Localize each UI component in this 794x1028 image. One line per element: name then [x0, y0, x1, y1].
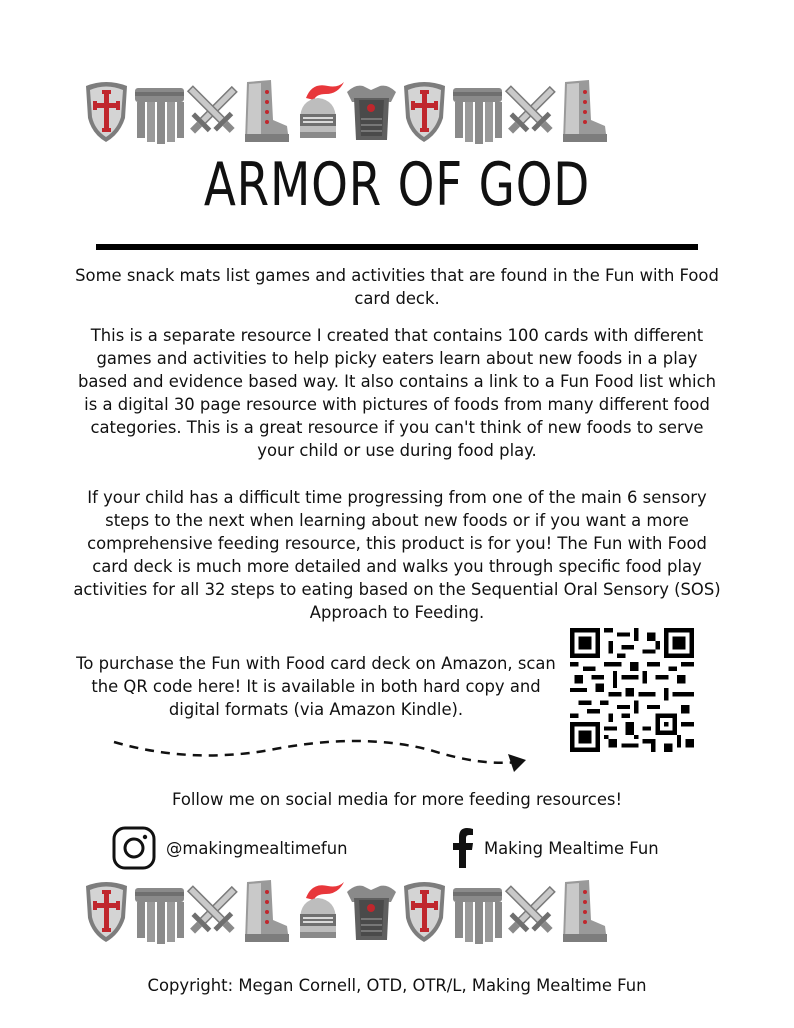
follow-message: Follow me on social media for more feeding resources!: [171, 790, 623, 809]
armor-border-top: [80, 76, 716, 146]
instagram-icon: [112, 826, 156, 870]
copyright-notice: Copyright: Megan Cornell, OTD, OTR/L, Making Mealtime Fun: [147, 976, 647, 995]
belt-icon: [451, 876, 504, 946]
instagram-handle: @makingmealtimefun: [166, 838, 348, 858]
belt-icon: [451, 76, 504, 146]
swords-icon: [186, 76, 239, 146]
purchase-instructions: To purchase the Fun with Food card deck on Amazon, scan the QR code here! It is available in both hard copy and digital formats (via Amazon Kindle).: [76, 654, 556, 719]
dashed-arrow-icon: [110, 728, 540, 788]
shield-icon: [80, 876, 133, 946]
boot-icon: [239, 76, 292, 146]
shield-icon: [80, 76, 133, 146]
shield-icon: [398, 76, 451, 146]
swords-icon: [186, 876, 239, 946]
facebook-link[interactable]: [452, 826, 659, 870]
intro-paragraph: Some snack mats list games and activities that are found in the Fun with Food card deck.: [75, 266, 719, 308]
qr-code[interactable]: [570, 628, 694, 752]
shield-icon: [398, 876, 451, 946]
facebook-icon: [452, 828, 474, 868]
breastplate-icon: [345, 76, 398, 146]
facebook-page-name: Making Mealtime Fun: [484, 838, 659, 858]
sensory-paragraph: If your child has a difficult time progressing from one of the main 6 sensory steps to the next when learning about new foods or if you want a more comprehensive feeding resource, this product is for you! The Fun with Food card deck is much more detailed and walks you through specific food play activities for all 32 steps to eating based on the Sequential Oral Sensory (SOS) Approach to Feeding.: [73, 488, 721, 622]
armor-border-bottom: [80, 876, 716, 946]
belt-icon: [133, 876, 186, 946]
title-divider: [96, 244, 698, 250]
boot-icon: [239, 876, 292, 946]
helmet-icon: [292, 76, 345, 146]
belt-icon: [133, 76, 186, 146]
swords-icon: [504, 76, 557, 146]
breastplate-icon: [345, 876, 398, 946]
helmet-icon: [292, 876, 345, 946]
boot-icon: [557, 76, 610, 146]
swords-icon: [504, 876, 557, 946]
boot-icon: [557, 876, 610, 946]
instagram-link[interactable]: [112, 826, 347, 870]
page-title: ARMOR OF GOD: [203, 150, 591, 220]
resource-paragraph: This is a separate resource I created that contains 100 cards with different games and activities to help picky eaters learn about new foods in a play based and evidence based way. It also contains a link to a Fun Food list which is a digital 30 page resource with pictures of foods from many different food categories. This is a great resource if you can't think of new foods to serve your child or use during food play.: [77, 326, 717, 460]
